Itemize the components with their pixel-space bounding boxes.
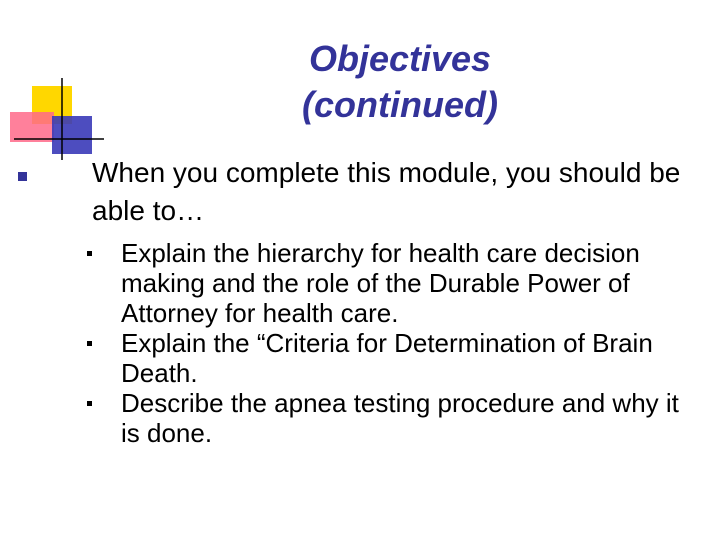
list-item: [0, 328, 701, 388]
blue-square: [52, 116, 92, 154]
objective-text: Explain the hierarchy for health care decision making and the role of the Durable Power of Attorney for health care.: [121, 238, 640, 328]
small-square-bullet-icon: [87, 341, 92, 346]
objectives-list: [0, 238, 720, 448]
small-square-bullet-icon: [87, 251, 92, 256]
pink-square: [10, 112, 54, 142]
list-item: [0, 238, 701, 328]
objective-text: Explain the “Criteria for Determination of Brain Death.: [121, 328, 653, 388]
decorative-squares-graphic: [0, 0, 110, 170]
title-line-2: (continued): [302, 84, 498, 125]
objective-text: Describe the apnea testing procedure and why it is done.: [121, 388, 679, 448]
intro-text: When you complete this module, you should be able to…: [92, 157, 681, 226]
slide-title: [250, 36, 550, 128]
title-line-1: Objectives: [308, 38, 492, 79]
square-bullet-icon: [18, 172, 27, 181]
list-item: [0, 388, 701, 448]
small-square-bullet-icon: [87, 401, 92, 406]
